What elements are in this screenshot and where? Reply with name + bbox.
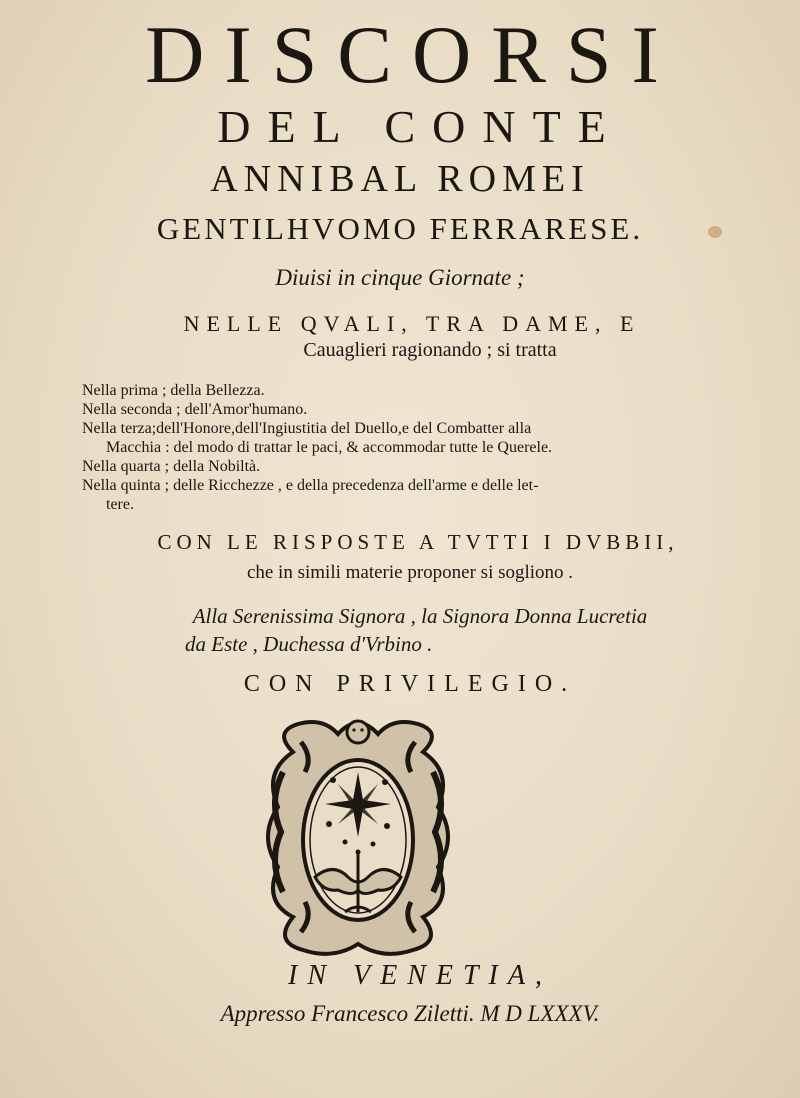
contents-item: Macchia : del modo di trattar le paci, & accommodar tutte le Querele. [106,439,553,456]
title-discorsi: DISCORSI [145,9,679,100]
answers-line-1: CON LE RISPOSTE A TVTTI I DVBBII, [157,530,679,554]
imprint-publisher: Appresso Francesco Ziletti. M D LXXXV. [220,1001,600,1026]
title-del-conte: DEL CONTE [217,101,623,152]
contents-list [82,381,672,514]
contents-item: Nella terza;dell'Honore,dell'Ingiustitia del Duello,e del Combatter alla [82,420,532,437]
printer-emblem-icon [253,712,463,962]
privilege-line: CON PRIVILEGIO. [243,671,577,697]
contents-item: tere. [106,496,134,513]
contents-item: Nella quinta ; delle Ricchezze , e della precedenza dell'arme e delle let- [82,477,539,494]
author-origin: GENTILHVOMO FERRARESE. [156,211,644,246]
contents-item: Nella quarta ; della Nobiltà. [82,458,261,475]
answers-line-2: che in simili materie proponer si sogliono . [246,562,574,583]
author-name: ANNIBAL ROMEI [210,158,590,200]
intro-line-2: Cauaglieri ragionando ; si tratta [303,339,557,361]
imprint-city: IN VENETIA, [288,960,552,991]
dedication-line-1: Alla Serenissima Signora , la Signora Donna Lucretia [192,604,648,628]
contents-item: Nella seconda ; dell'Amor'humano. [82,401,308,418]
intro-line-1: NELLE QVALI, TRA DAME, E [183,311,641,336]
subtitle-giornate: Diuisi in cinque Giornate ; [275,265,525,290]
dedication-line-2: da Este , Duchessa d'Vrbino . [185,632,433,656]
contents-item: Nella prima ; della Bellezza. [82,382,265,399]
